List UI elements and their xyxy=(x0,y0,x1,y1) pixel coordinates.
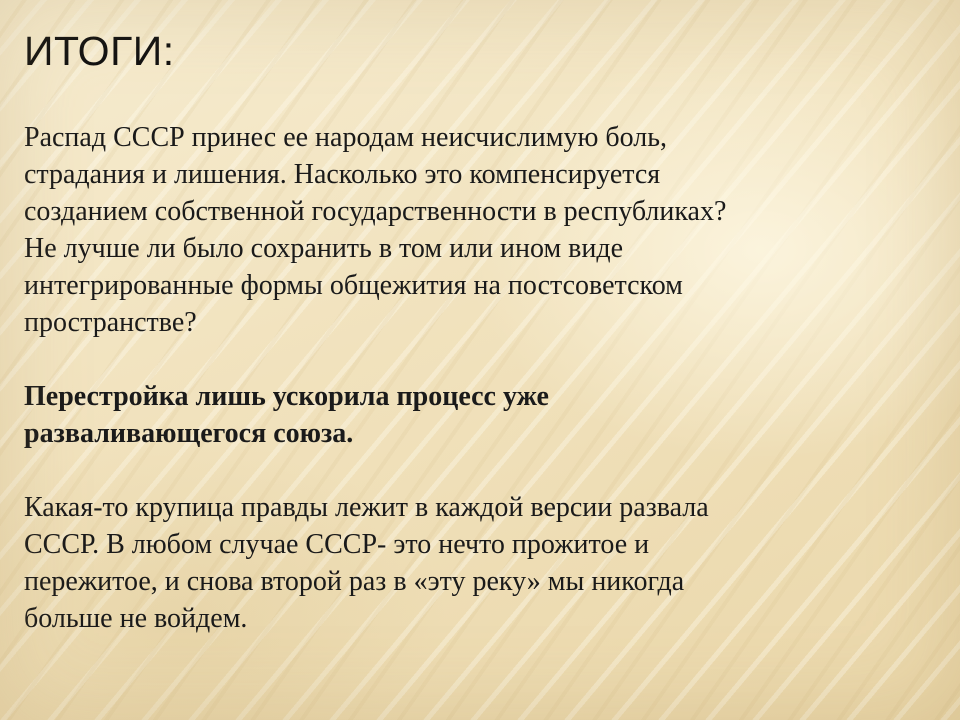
text-line: страдания и лишения. Насколько это компенсируется xyxy=(24,159,661,190)
text-line: разваливающегося союза. xyxy=(24,418,354,449)
text-line: Не лучше ли было сохранить в том или ином виде xyxy=(24,233,624,264)
text-line: больше не войдем. xyxy=(24,603,248,634)
paragraph-conclusion xyxy=(24,489,929,637)
text-line: СССР. В любом случае СССР- это нечто прожитое и xyxy=(24,529,650,560)
paragraph-question xyxy=(24,119,929,341)
text-line: Перестройка лишь ускорила процесс уже xyxy=(24,381,549,412)
paragraph-emphasis xyxy=(24,378,929,452)
text-line: пространстве? xyxy=(24,307,197,338)
text-line: Какая-то крупица правды лежит в каждой версии развала xyxy=(24,492,709,523)
slide-body xyxy=(24,119,929,637)
text-line: Распад СССР принес ее народам неисчислимую боль, xyxy=(24,122,668,153)
slide-title: ИТОГИ: xyxy=(24,28,175,74)
text-line: интегрированные формы общежития на постсоветском xyxy=(24,270,683,301)
text-line: пережитое, и снова второй раз в «эту реку» мы никогда xyxy=(24,566,685,597)
text-line: созданием собственной государственности в республиках? xyxy=(24,196,727,227)
